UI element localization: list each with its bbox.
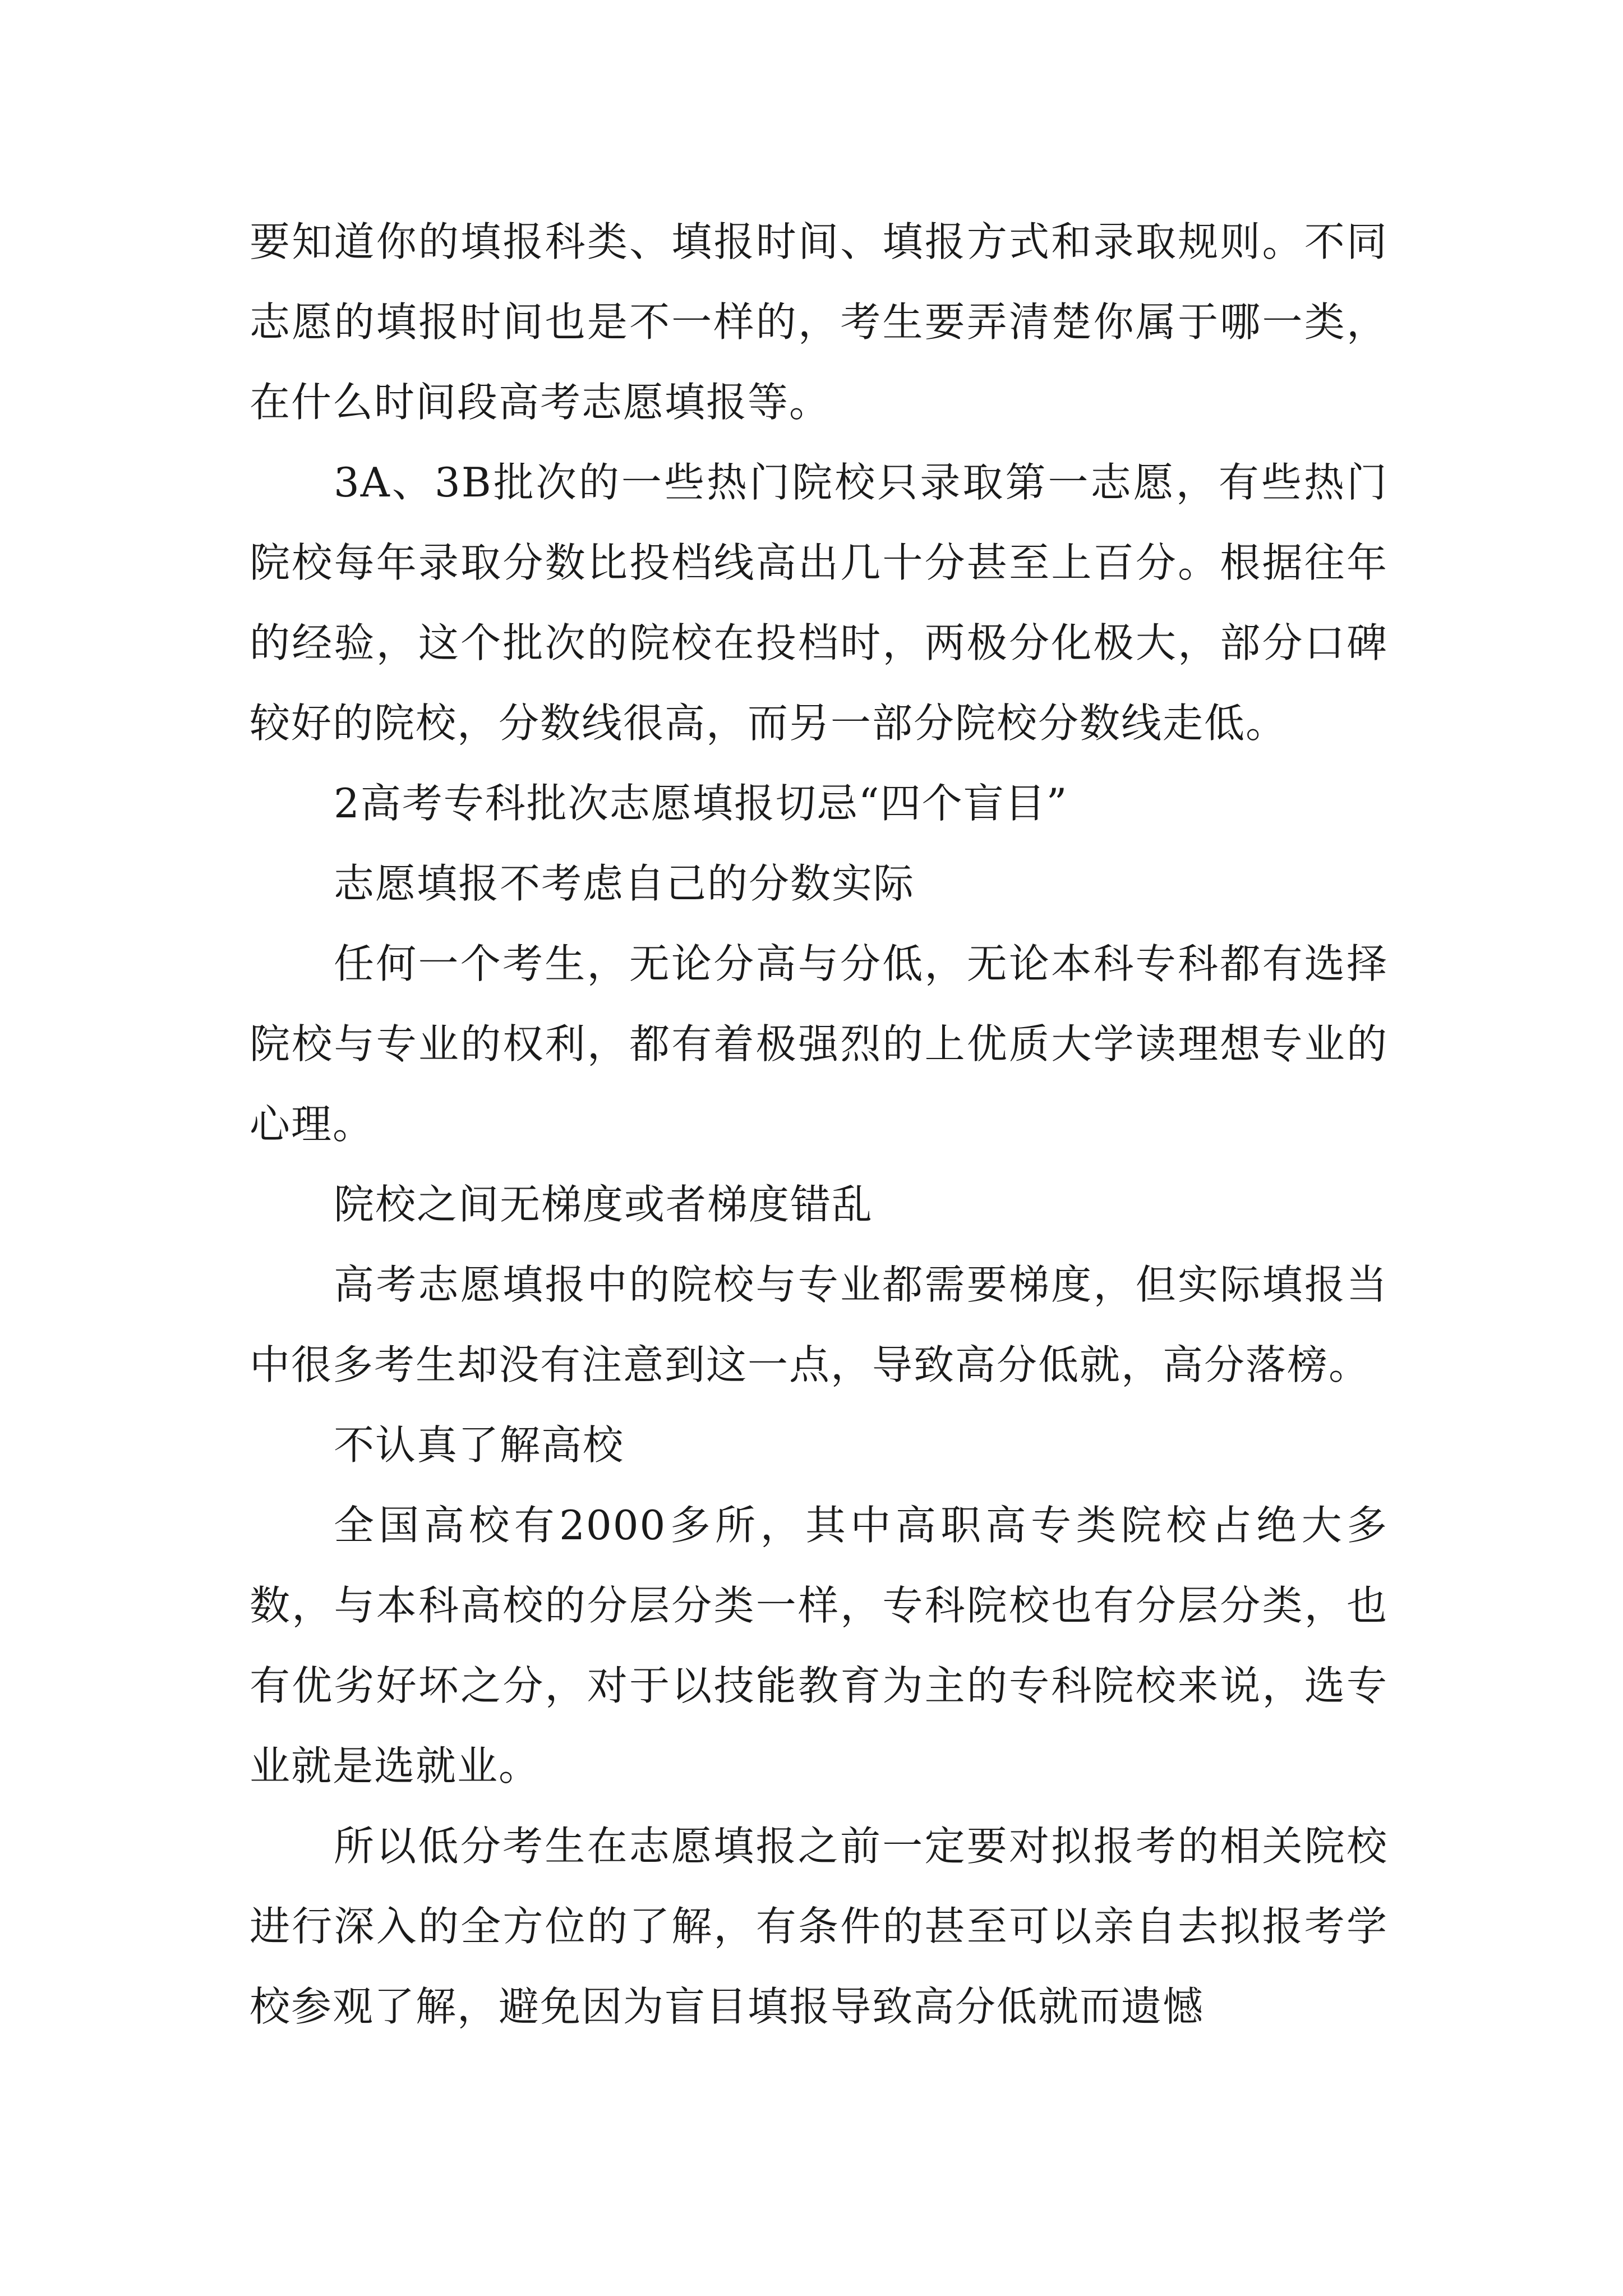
subheading-score: 志愿填报不考虑自己的分数实际: [334, 860, 915, 907]
subheading-gradient: 院校之间无梯度或者梯度错乱: [334, 1181, 874, 1228]
paragraph-universities: 全国高校有2000多所，其中高职高专类院校占绝大多数，与本科高校的分层分类一样，专科院校也有分层分类，也有优劣好坏之分，对于以技能教育为主的专科院校来说，选专业就是选就业。: [250, 1502, 1388, 1789]
subheading-understand: 不认真了解高校: [334, 1421, 625, 1469]
paragraph-low-score: 所以低分考生在志愿填报之前一定要对拟报考的相关院校进行深入的全方位的了解，有条件的甚至可以亲自去拟报考学校参观了解，避免因为盲目填报导致高分低就而遗憾: [250, 1823, 1388, 2030]
paragraph-gradient: 高考志愿填报中的院校与专业都需要梯度，但实际填报当中很多考生却没有注意到这一点，导致高分低就，高分落榜。: [250, 1261, 1388, 1388]
paragraph-continuation: 要知道你的填报科类、填报时间、填报方式和录取规则。不同志愿的填报时间也是不一样的，考生要弄清楚你属于哪一类，在什么时间段高考志愿填报等。: [250, 218, 1388, 426]
document-page: [250, 202, 1388, 2047]
paragraph-score: 任何一个考生，无论分高与分低，无论本科专科都有选择院校与专业的权利，都有着极强烈的上优质大学读理想专业的心理。: [250, 940, 1388, 1148]
paragraph-3a-3b-batch: 3A、3B批次的一些热门院校只录取第一志愿，有些热门院校每年录取分数比投档线高出几十分甚至上百分。根据往年的经验，这个批次的院校在投档时，两极分化极大，部分口碑较好的院校，分数线很高，而另一部分院校分数线走低。: [250, 459, 1388, 747]
section-heading: 2高考专科批次志愿填报切忌“四个盲目”: [334, 780, 1068, 827]
